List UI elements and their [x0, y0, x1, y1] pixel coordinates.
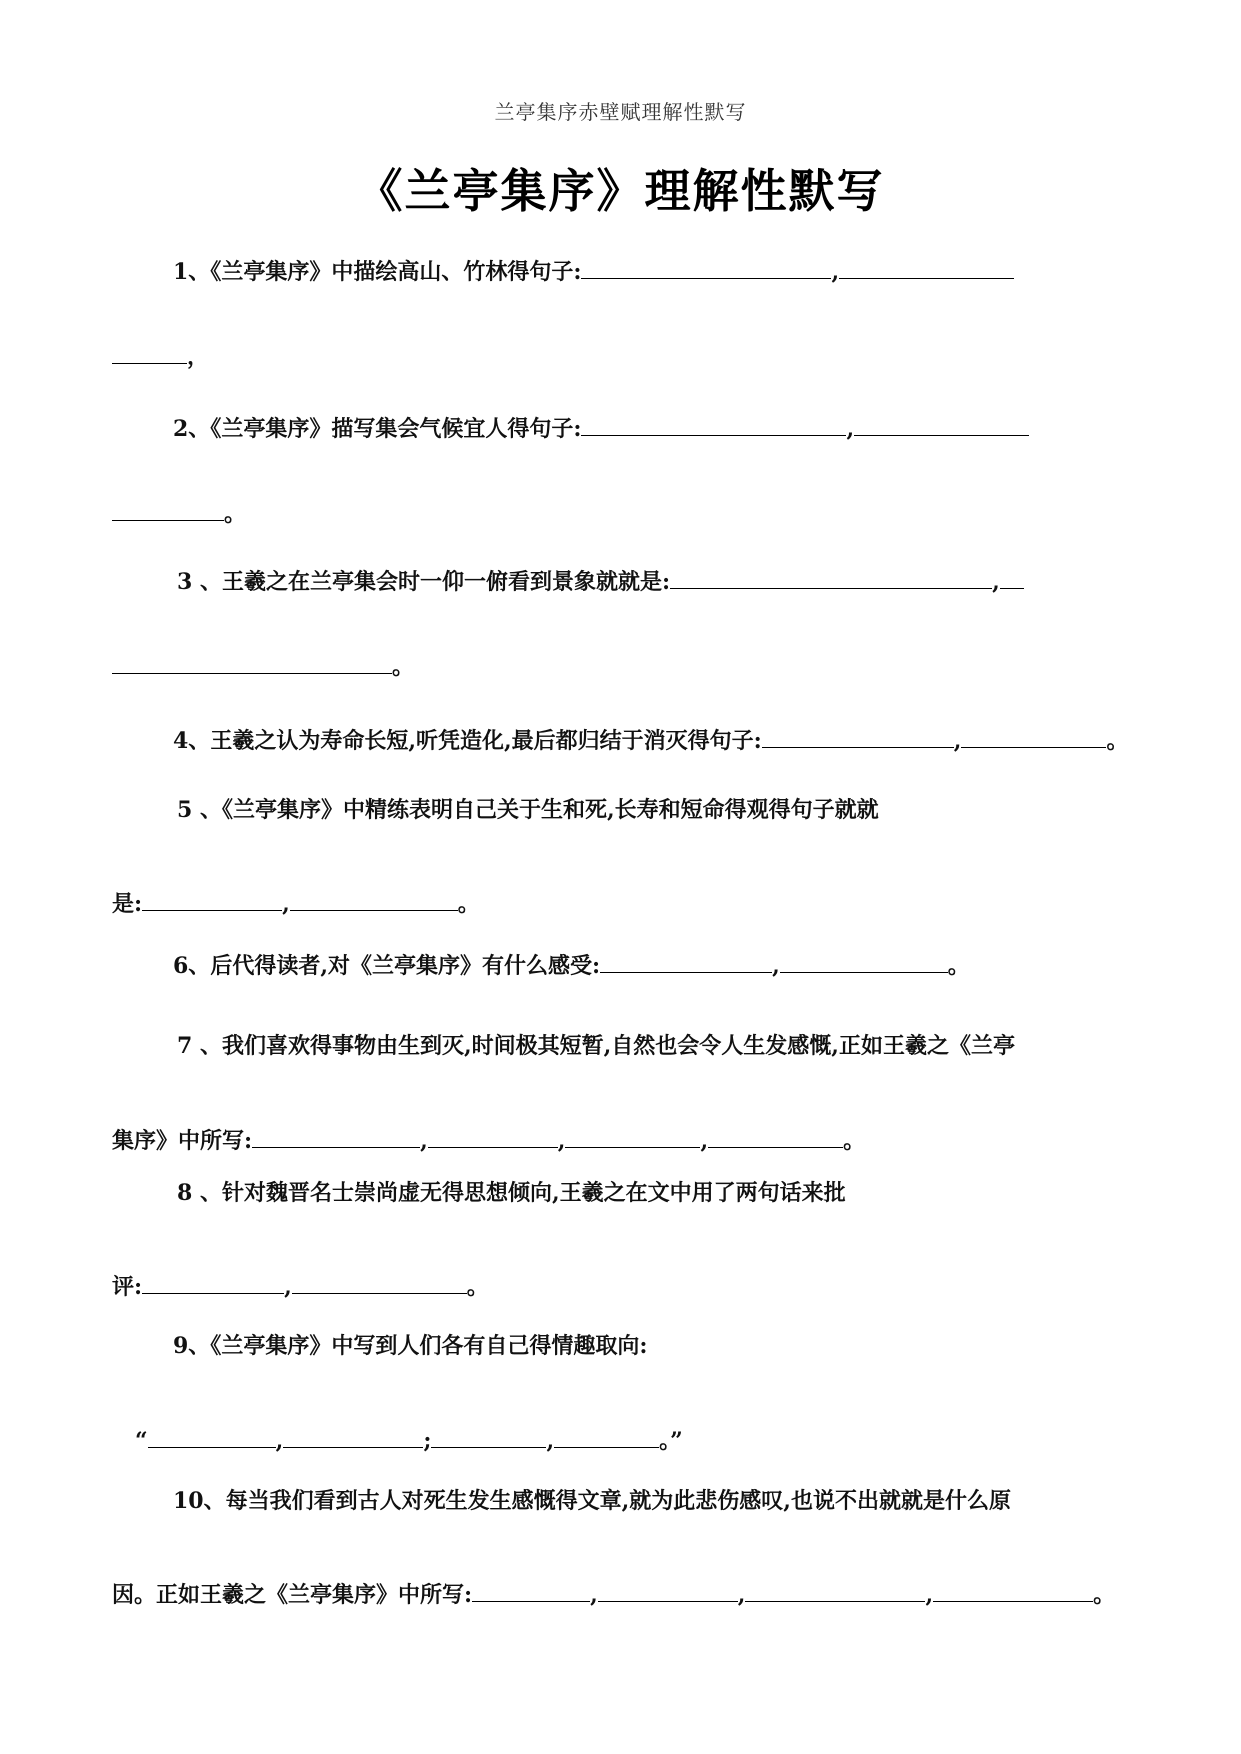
question-text: 我们喜欢得事物由生到灭,时间极其短暂,自然也会令人生发感慨,正如王羲之《兰亭 [221, 1033, 1015, 1059]
question-number: 1、 [173, 259, 211, 285]
comma: , [282, 891, 290, 917]
end-punct: 。 [843, 1128, 866, 1154]
question-number: 2、 [173, 416, 211, 442]
question-1 [125, 238, 1125, 370]
answer-blank[interactable] [142, 888, 282, 911]
answer-blank[interactable] [762, 725, 954, 748]
end-punct: 。 [466, 1274, 489, 1300]
comma: , [846, 416, 855, 442]
answer-blank[interactable] [1000, 566, 1024, 589]
answer-blank[interactable] [148, 1425, 276, 1448]
answer-blank[interactable] [252, 1125, 420, 1148]
question-number: 7 、 [177, 1033, 222, 1059]
comma: , [557, 1128, 566, 1154]
answer-blank[interactable] [554, 1425, 659, 1448]
question-6 [125, 932, 1125, 1000]
question-2 [125, 395, 1125, 527]
end-punct: 。 [1093, 1582, 1116, 1608]
question-text: 王羲之认为寿命长短,听凭造化,最后都归结于消灭得句子: [210, 728, 762, 754]
comma: , [590, 1582, 598, 1608]
answer-blank[interactable] [745, 1579, 925, 1602]
question-text-continued: 评: [112, 1274, 143, 1300]
answer-blank[interactable] [961, 725, 1106, 748]
answer-blank[interactable] [565, 1125, 700, 1148]
end-punct: ， [187, 344, 210, 370]
semicolon: ; [423, 1428, 432, 1454]
question-text: 《兰亭集序》中写到人们各有自己得情趣取向: [210, 1333, 648, 1359]
comma: , [284, 1274, 292, 1300]
question-5 [112, 776, 1125, 917]
comma: , [420, 1128, 428, 1154]
page-title: 《兰亭集序》理解性默写 [356, 164, 885, 218]
answer-blank[interactable] [142, 1271, 284, 1294]
question-number: 4、 [173, 728, 211, 754]
question-text: 每当我们看到古人对死生发生感慨得文章,就为此悲伤感叹,也说不出就就是什么原 [225, 1488, 1011, 1514]
question-4 [125, 707, 1129, 775]
comma: , [831, 259, 840, 285]
question-text: 后代得读者,对《兰亭集序》有什么感受: [210, 953, 601, 979]
question-text: 《兰亭集序》中精练表明自己关于生和死,长寿和短命得观得句子就就 [221, 797, 879, 823]
comma: , [546, 1428, 555, 1454]
answer-blank[interactable] [112, 651, 392, 674]
answer-blank[interactable] [428, 1125, 558, 1148]
question-text-continued: 因。正如王羲之《兰亭集序》中所写: [112, 1582, 473, 1608]
answer-blank[interactable] [854, 413, 1029, 436]
answer-blank[interactable] [581, 413, 846, 436]
answer-blank[interactable] [112, 341, 187, 364]
question-8 [112, 1159, 1125, 1300]
answer-blank[interactable] [839, 256, 1014, 279]
question-text-continued: 是: [112, 891, 143, 917]
question-text: 针对魏晋名士崇尚虚无得思想倾向,王羲之在文中用了两句话来批 [221, 1180, 846, 1206]
answer-blank[interactable] [600, 950, 772, 973]
comma: , [275, 1428, 284, 1454]
question-number: 10、 [173, 1488, 226, 1514]
question-10 [112, 1467, 1125, 1608]
question-text-continued: 集序》中所写: [112, 1128, 253, 1154]
comma: , [737, 1582, 746, 1608]
comma: , [700, 1128, 709, 1154]
question-3 [125, 548, 1125, 680]
answer-blank[interactable] [472, 1579, 590, 1602]
open-quote: “ [135, 1428, 148, 1454]
question-9 [125, 1312, 1125, 1454]
end-punct: 。 [224, 501, 247, 527]
page-header: 兰亭集序赤壁赋理解性默写 [494, 100, 747, 124]
answer-blank[interactable] [292, 1271, 467, 1294]
question-7 [112, 1012, 1125, 1154]
comma: , [925, 1582, 934, 1608]
answer-blank[interactable] [112, 498, 224, 521]
answer-blank[interactable] [780, 950, 948, 973]
question-number: 3 、 [177, 569, 222, 595]
question-number: 9、 [173, 1333, 211, 1359]
question-number: 8 、 [177, 1180, 222, 1206]
comma: , [953, 728, 962, 754]
question-text: 《兰亭集序》中描绘高山、竹林得句子: [210, 259, 582, 285]
answer-blank[interactable] [290, 888, 458, 911]
end-punct: 。 [947, 953, 970, 979]
comma: , [992, 569, 1000, 595]
end-punct: 。” [659, 1428, 683, 1454]
answer-blank[interactable] [431, 1425, 546, 1448]
comma: , [772, 953, 780, 979]
answer-blank[interactable] [283, 1425, 423, 1448]
answer-blank[interactable] [581, 256, 831, 279]
end-punct: 。 [1106, 728, 1129, 754]
question-number: 6、 [173, 953, 211, 979]
end-punct: 。 [457, 891, 480, 917]
question-text: 《兰亭集序》描写集会气候宜人得句子: [210, 416, 582, 442]
answer-blank[interactable] [598, 1579, 738, 1602]
answer-blank[interactable] [708, 1125, 843, 1148]
answer-blank[interactable] [933, 1579, 1093, 1602]
answer-blank[interactable] [670, 566, 992, 589]
end-punct: 。 [392, 654, 415, 680]
question-number: 5 、 [177, 797, 222, 823]
question-text: 王羲之在兰亭集会时一仰一俯看到景象就就是: [221, 569, 671, 595]
